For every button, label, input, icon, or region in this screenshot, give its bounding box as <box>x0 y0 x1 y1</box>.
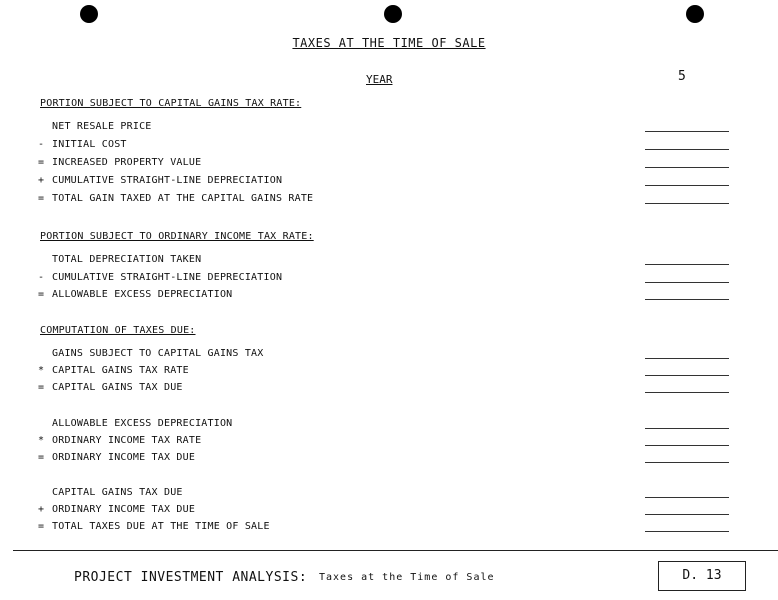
footer-subtitle: Taxes at the Time of Sale <box>319 572 495 583</box>
form-row <box>38 382 738 396</box>
section-heading-capital-gains: PORTION SUBJECT TO CAPITAL GAINS TAX RATE: <box>40 98 302 109</box>
row-label: TOTAL DEPRECIATION TAKEN <box>52 254 202 265</box>
operator: - <box>38 272 45 283</box>
row-label: ORDINARY INCOME TAX DUE <box>52 452 196 463</box>
year-label: YEAR <box>366 73 393 86</box>
section-heading-ordinary-income: PORTION SUBJECT TO ORDINARY INCOME TAX RATE: <box>40 231 314 242</box>
row-label: TOTAL GAIN TAXED AT THE CAPITAL GAINS RATE <box>52 193 314 204</box>
row-label: ALLOWABLE EXCESS DEPRECIATION <box>52 289 233 300</box>
binder-hole-right <box>686 5 704 23</box>
form-row <box>38 418 738 432</box>
answer-blank[interactable] <box>645 531 729 532</box>
page-title: TAXES AT THE TIME OF SALE <box>292 36 486 50</box>
row-label: ORDINARY INCOME TAX RATE <box>52 435 202 446</box>
row-label: INCREASED PROPERTY VALUE <box>52 157 202 168</box>
answer-blank[interactable] <box>645 185 729 186</box>
footer-project-title: PROJECT INVESTMENT ANALYSIS: <box>74 570 308 585</box>
answer-blank[interactable] <box>645 358 729 359</box>
operator: * <box>38 435 45 446</box>
binder-hole-center <box>384 5 402 23</box>
row-label: CAPITAL GAINS TAX DUE <box>52 487 183 498</box>
operator: = <box>38 382 45 393</box>
answer-blank[interactable] <box>645 131 729 132</box>
row-label: INITIAL COST <box>52 139 127 150</box>
operator: + <box>38 504 45 515</box>
operator: = <box>38 193 45 204</box>
row-label: ALLOWABLE EXCESS DEPRECIATION <box>52 418 233 429</box>
answer-blank[interactable] <box>645 392 729 393</box>
answer-blank[interactable] <box>645 299 729 300</box>
answer-blank[interactable] <box>645 514 729 515</box>
operator: - <box>38 139 45 150</box>
row-label: ORDINARY INCOME TAX DUE <box>52 504 196 515</box>
form-row <box>38 504 738 518</box>
footer-page-number: D. 13 <box>658 561 746 591</box>
form-row <box>38 254 738 268</box>
form-row <box>38 365 738 379</box>
form-row <box>38 121 738 135</box>
row-label: CUMULATIVE STRAIGHT-LINE DEPRECIATION <box>52 175 283 186</box>
answer-blank[interactable] <box>645 167 729 168</box>
operator: = <box>38 452 45 463</box>
section-heading-computation: COMPUTATION OF TAXES DUE: <box>40 325 196 336</box>
year-value: 5 <box>678 69 686 84</box>
row-label: CAPITAL GAINS TAX DUE <box>52 382 183 393</box>
answer-blank[interactable] <box>645 375 729 376</box>
form-row <box>38 175 738 189</box>
answer-blank[interactable] <box>645 149 729 150</box>
operator: + <box>38 175 45 186</box>
form-row <box>38 521 738 535</box>
form-row <box>38 289 738 303</box>
operator: = <box>38 521 45 532</box>
form-row <box>38 452 738 466</box>
row-label: GAINS SUBJECT TO CAPITAL GAINS TAX <box>52 348 264 359</box>
form-row <box>38 139 738 153</box>
form-row <box>38 348 738 362</box>
form-row <box>38 435 738 449</box>
answer-blank[interactable] <box>645 428 729 429</box>
row-label: NET RESALE PRICE <box>52 121 152 132</box>
row-label: CAPITAL GAINS TAX RATE <box>52 365 189 376</box>
row-label: TOTAL TAXES DUE AT THE TIME OF SALE <box>52 521 270 532</box>
operator: * <box>38 365 45 376</box>
answer-blank[interactable] <box>645 264 729 265</box>
answer-blank[interactable] <box>645 445 729 446</box>
form-row <box>38 157 738 171</box>
form-row <box>38 193 738 207</box>
form-row <box>38 272 738 286</box>
answer-blank[interactable] <box>645 497 729 498</box>
form-row <box>38 487 738 501</box>
row-label: CUMULATIVE STRAIGHT-LINE DEPRECIATION <box>52 272 283 283</box>
answer-blank[interactable] <box>645 203 729 204</box>
binder-hole-left <box>80 5 98 23</box>
operator: = <box>38 157 45 168</box>
answer-blank[interactable] <box>645 462 729 463</box>
operator: = <box>38 289 45 300</box>
footer-divider <box>13 550 778 551</box>
answer-blank[interactable] <box>645 282 729 283</box>
